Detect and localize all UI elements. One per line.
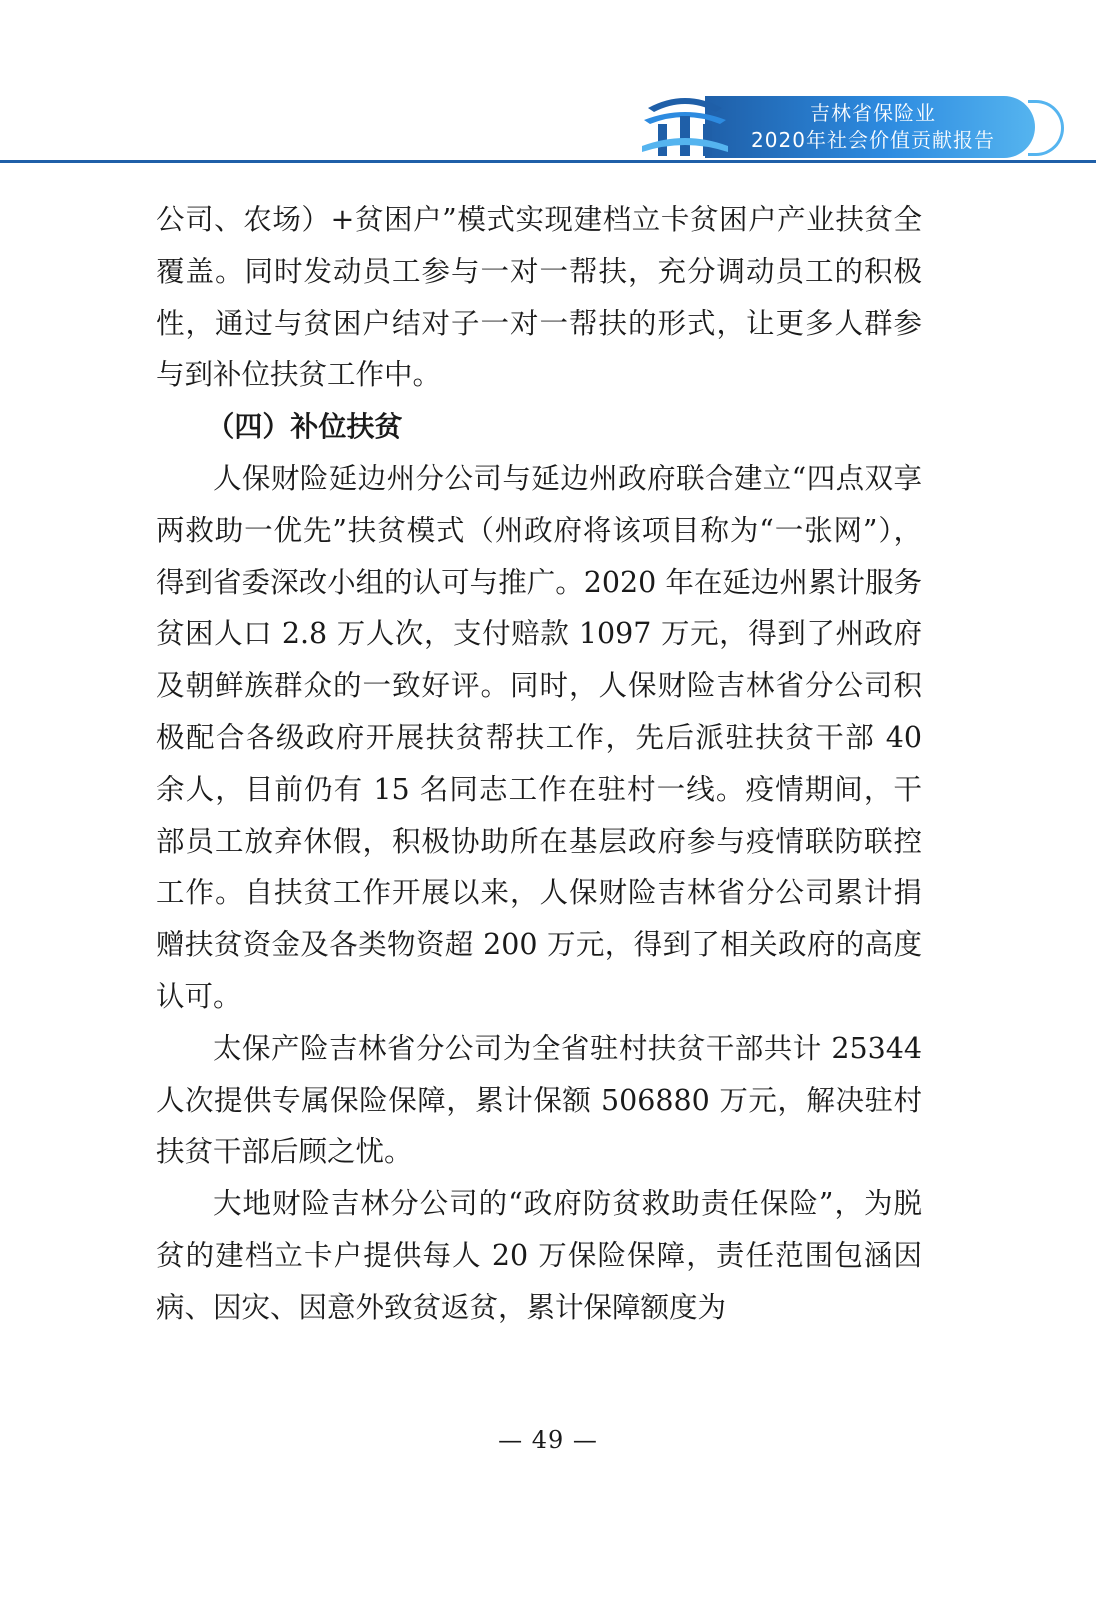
report-title	[738, 100, 1008, 154]
page-number: — 49 —	[498, 1426, 598, 1454]
paragraph: 公司、农场）+贫困户”模式实现建档立卡贫困户产业扶贫全覆盖。同时发动员工参与一对一帮扶，充分调动员工的积极性，通过与贫困户结对子一对一帮扶的形式，让更多人群参与到补位扶贫工作中。	[156, 203, 922, 392]
paragraph: 太保产险吉林省分公司为全省驻村扶贫干部共计 25344 人次提供专属保险保障，累计保额 506880 万元，解决驻村扶贫干部后顾之忧。	[156, 1031, 922, 1169]
paragraph: 人保财险延边州分公司与延边州政府联合建立“四点双享两救助一优先”扶贫模式（州政府将该项目称为“一张网”），得到省委深改小组的认可与推广。2020 年在延边州累计服务贫困人口 2.8 万人次，支付赔款 1097 万元，得到了州政府及朝鲜族群众的一致好评。同时，人保财险吉林省分公司积极配合各级政府开展扶贫帮扶工作，先后派驻扶贫干部 40 余人，目前仍有 15 名同志工作在驻村一线。疫情期间，干部员工放弃休假，积极协助所在基层政府参与疫情联防联控工作。自扶贫工作开展以来，人保财险吉林省分公司累计捐赠扶贫资金及各类物资超 200 万元，得到了相关政府的高度认可。	[156, 461, 922, 1013]
body-text	[156, 194, 922, 1334]
report-title-line1: 吉林省保险业	[810, 101, 936, 125]
paragraph: 大地财险吉林分公司的“政府防贫救助责任保险”，为脱贫的建档立卡户提供每人 20 万保险保障，责任范围包涵因病、因灾、因意外致贫返贫，累计保障额度为	[156, 1187, 922, 1324]
section-heading: （四）补位扶贫	[206, 410, 403, 444]
jilin-insurance-logo-icon	[640, 86, 730, 160]
header-banner-cap	[1028, 100, 1064, 156]
report-title-line2: 2020年社会价值贡献报告	[751, 128, 995, 152]
header-rule	[0, 160, 1096, 163]
